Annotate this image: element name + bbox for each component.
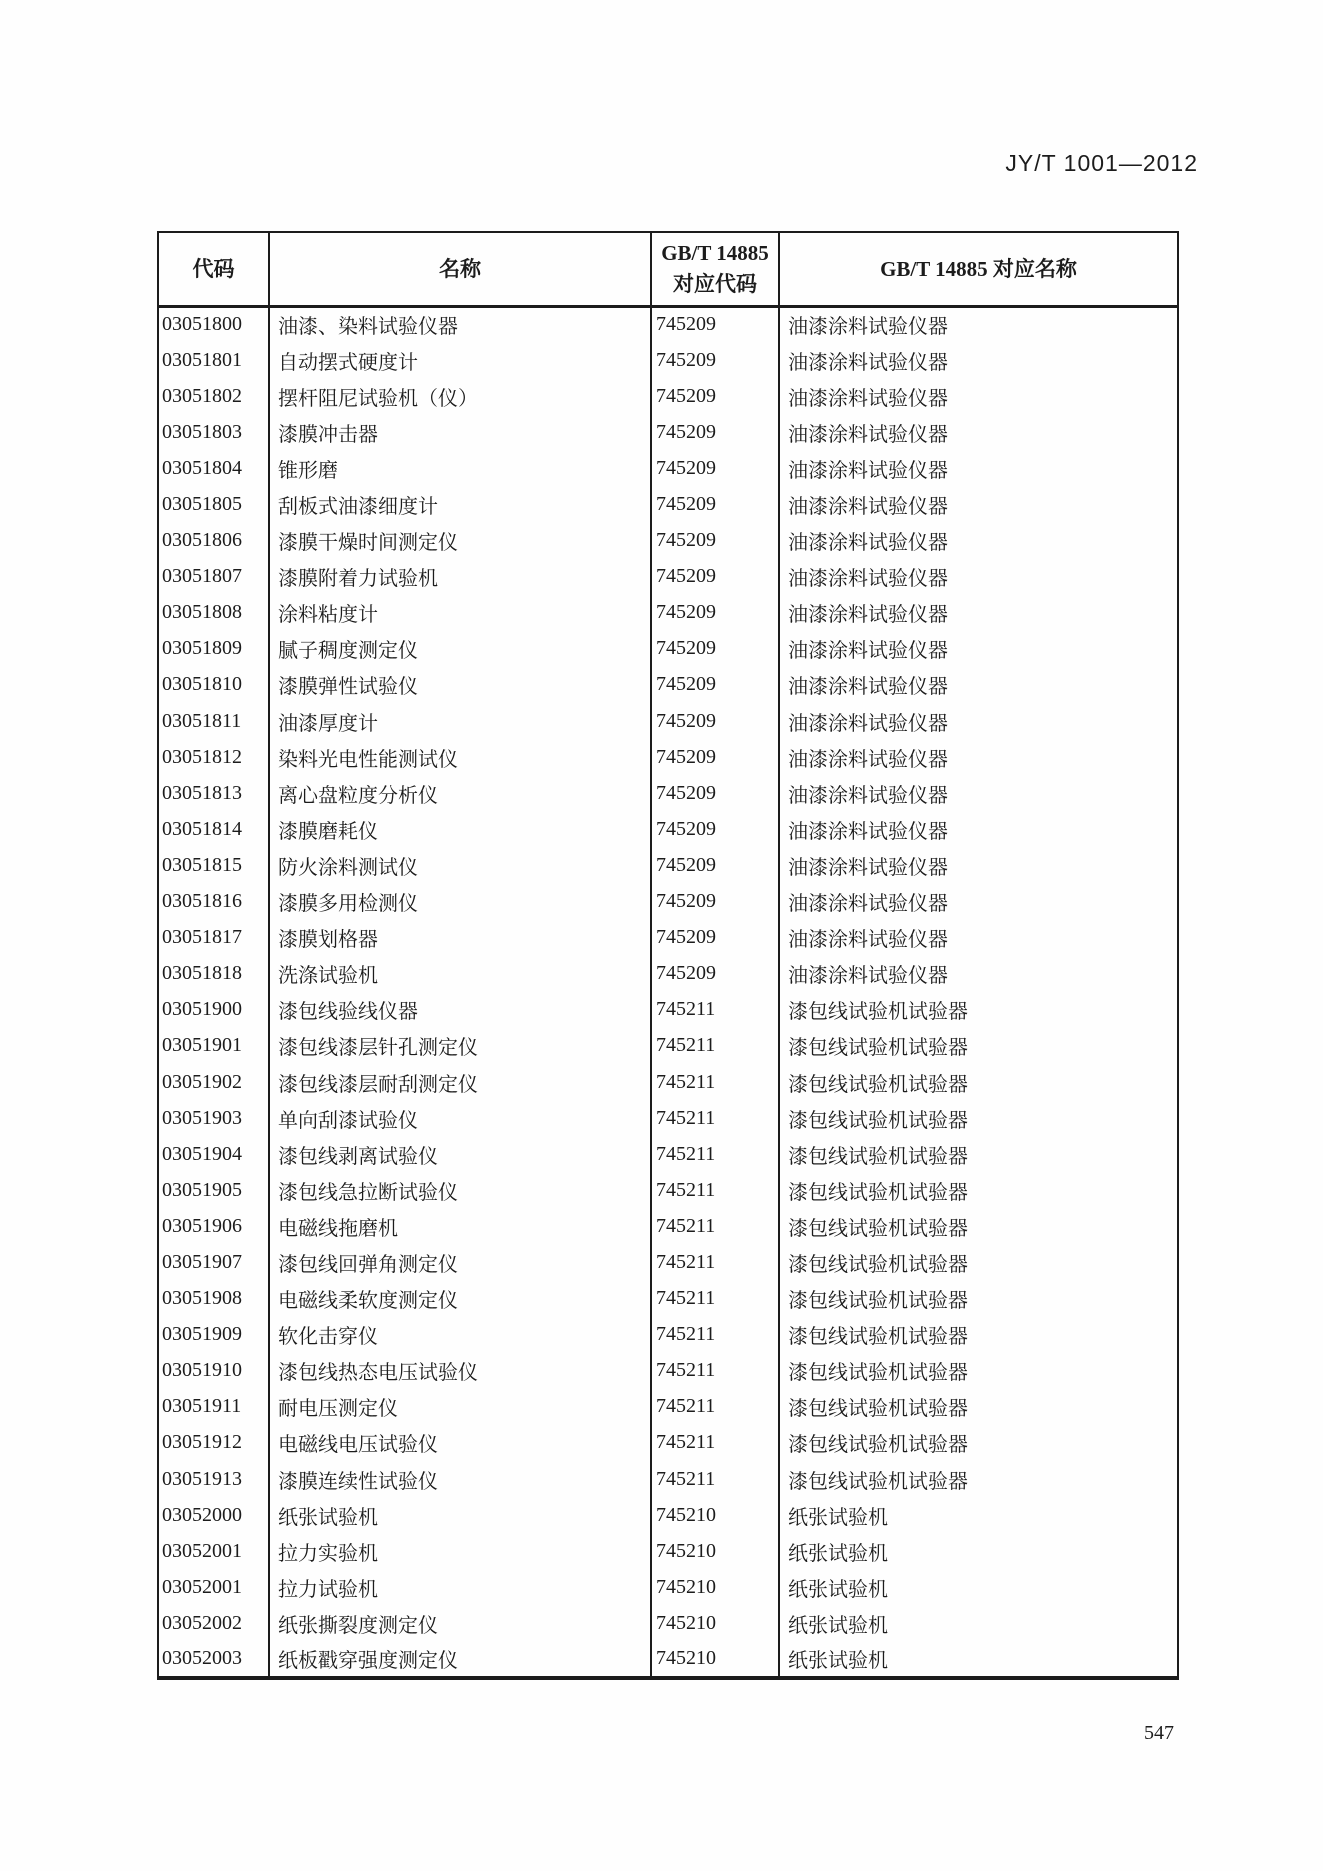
gbt-code-cell: 745209 <box>651 703 779 739</box>
gbt-code-cell: 745209 <box>651 739 779 775</box>
gbt-name-cell: 漆包线试验机试验器 <box>788 1217 968 1240</box>
table-row <box>158 1569 1178 1605</box>
gbt-name-cell: 漆包线试验机试验器 <box>788 1109 968 1132</box>
name-cell: 涂料粘度计 <box>269 595 651 631</box>
gbt-code-cell: 745210 <box>651 1569 779 1605</box>
table-header <box>158 232 1178 306</box>
code-cell: 03051818 <box>158 956 269 992</box>
name-cell: 漆包线漆层耐刮测定仪 <box>269 1064 651 1100</box>
code-cell: 03052001 <box>158 1533 269 1569</box>
gbt-code-cell: 745211 <box>651 1425 779 1461</box>
name-cell: 漆膜多用检测仪 <box>269 884 651 920</box>
table-body <box>158 306 1178 1678</box>
gbt-name-cell: 纸张试验机 <box>788 1578 888 1601</box>
table-row <box>158 1281 1178 1317</box>
col-header-gbt-name: GB/T 14885 对应名称 <box>779 232 1178 306</box>
gbt-code-cell: 745210 <box>651 1605 779 1641</box>
gbt-code-cell: 745209 <box>651 342 779 378</box>
gbt-name-cell: 漆包线试验机试验器 <box>788 1073 968 1096</box>
name-cell: 漆包线急拉断试验仪 <box>269 1172 651 1208</box>
table-row <box>158 486 1178 522</box>
code-cell: 03051904 <box>158 1136 269 1172</box>
gbt-code-cell: 745211 <box>651 1317 779 1353</box>
name-cell: 漆膜连续性试验仪 <box>269 1461 651 1497</box>
col-header-gbt-code-line1: GB/T 14885 <box>661 241 769 266</box>
code-cell: 03051911 <box>158 1389 269 1425</box>
code-cell: 03051816 <box>158 884 269 920</box>
table-row <box>158 1461 1178 1497</box>
gbt-code-cell: 745211 <box>651 1353 779 1389</box>
name-cell: 油漆厚度计 <box>269 703 651 739</box>
table-row <box>158 956 1178 992</box>
code-cell: 03051810 <box>158 667 269 703</box>
page-number: 547 <box>1144 1722 1174 1744</box>
name-cell: 染料光电性能测试仪 <box>269 739 651 775</box>
name-cell: 电磁线拖磨机 <box>269 1208 651 1244</box>
gbt-name-cell: 漆包线试验机试验器 <box>788 1253 968 1276</box>
gbt-code-cell: 745209 <box>651 414 779 450</box>
col-header-gbt-code-line2: 对应代码 <box>673 271 757 296</box>
name-cell: 刮板式油漆细度计 <box>269 486 651 522</box>
gbt-name-cell: 漆包线试验机试验器 <box>788 1434 968 1457</box>
name-cell: 拉力实验机 <box>269 1533 651 1569</box>
table-row <box>158 595 1178 631</box>
code-cell: 03051912 <box>158 1425 269 1461</box>
table-row <box>158 1425 1178 1461</box>
table-row <box>158 559 1178 595</box>
name-cell: 漆膜干燥时间测定仪 <box>269 523 651 559</box>
gbt-name-cell: 漆包线试验机试验器 <box>788 1001 968 1024</box>
gbt-name-cell: 油漆涂料试验仪器 <box>788 856 948 879</box>
table-row <box>158 1064 1178 1100</box>
code-cell: 03051817 <box>158 920 269 956</box>
code-cell: 03051907 <box>158 1244 269 1280</box>
gbt-code-cell: 745211 <box>651 1172 779 1208</box>
table-row <box>158 884 1178 920</box>
table-row <box>158 1389 1178 1425</box>
gbt-name-cell: 漆包线试验机试验器 <box>788 1362 968 1385</box>
gbt-name-cell: 油漆涂料试验仪器 <box>788 820 948 843</box>
code-cell: 03051805 <box>158 486 269 522</box>
table-row <box>158 739 1178 775</box>
gbt-code-cell: 745210 <box>651 1497 779 1533</box>
name-cell: 纸张撕裂度测定仪 <box>269 1605 651 1641</box>
gbt-name-cell: 油漆涂料试验仪器 <box>788 532 948 555</box>
col-header-gbt-code <box>651 232 779 306</box>
name-cell: 电磁线柔软度测定仪 <box>269 1281 651 1317</box>
gbt-name-cell: 油漆涂料试验仪器 <box>788 893 948 916</box>
gbt-code-cell: 745211 <box>651 1244 779 1280</box>
name-cell: 漆包线热态电压试验仪 <box>269 1353 651 1389</box>
code-cell: 03051801 <box>158 342 269 378</box>
gbt-code-cell: 745209 <box>651 884 779 920</box>
code-cell: 03052001 <box>158 1569 269 1605</box>
code-cell: 03051807 <box>158 559 269 595</box>
table-row <box>158 342 1178 378</box>
code-cell: 03051908 <box>158 1281 269 1317</box>
gbt-code-cell: 745210 <box>651 1641 779 1677</box>
name-cell: 漆膜磨耗仪 <box>269 811 651 847</box>
name-cell: 耐电压测定仪 <box>269 1389 651 1425</box>
name-cell: 锥形磨 <box>269 450 651 486</box>
name-cell: 单向刮漆试验仪 <box>269 1100 651 1136</box>
table-row <box>158 523 1178 559</box>
gbt-code-cell: 745209 <box>651 559 779 595</box>
name-cell: 电磁线电压试验仪 <box>269 1425 651 1461</box>
code-cell: 03051802 <box>158 378 269 414</box>
table-header-row <box>158 232 1178 306</box>
name-cell: 漆膜弹性试验仪 <box>269 667 651 703</box>
code-cell: 03052000 <box>158 1497 269 1533</box>
code-cell: 03051814 <box>158 811 269 847</box>
table-row <box>158 378 1178 414</box>
code-cell: 03051809 <box>158 631 269 667</box>
gbt-name-cell: 漆包线试验机试验器 <box>788 1181 968 1204</box>
gbt-name-cell: 纸张试验机 <box>788 1542 888 1565</box>
code-cell: 03051902 <box>158 1064 269 1100</box>
gbt-name-cell: 油漆涂料试验仪器 <box>788 676 948 699</box>
gbt-name-cell: 油漆涂料试验仪器 <box>788 568 948 591</box>
gbt-name-cell: 油漆涂料试验仪器 <box>788 496 948 519</box>
gbt-name-cell: 漆包线试验机试验器 <box>788 1398 968 1421</box>
gbt-name-cell: 油漆涂料试验仪器 <box>788 640 948 663</box>
table-row <box>158 1497 1178 1533</box>
gbt-code-cell: 745209 <box>651 667 779 703</box>
gbt-name-cell: 纸张试验机 <box>788 1650 888 1673</box>
gbt-code-cell: 745211 <box>651 992 779 1028</box>
code-cell: 03051900 <box>158 992 269 1028</box>
code-cell: 03052002 <box>158 1605 269 1641</box>
table-row <box>158 1641 1178 1677</box>
name-cell: 漆包线剥离试验仪 <box>269 1136 651 1172</box>
table-row <box>158 1028 1178 1064</box>
code-cell: 03051903 <box>158 1100 269 1136</box>
gbt-name-cell: 油漆涂料试验仪器 <box>788 316 948 339</box>
name-cell: 纸板戳穿强度测定仪 <box>269 1641 651 1677</box>
code-cell: 03051812 <box>158 739 269 775</box>
code-cell: 03051804 <box>158 450 269 486</box>
gbt-name-cell: 漆包线试验机试验器 <box>788 1145 968 1168</box>
gbt-name-cell: 油漆涂料试验仪器 <box>788 459 948 482</box>
code-cell: 03051909 <box>158 1317 269 1353</box>
gbt-name-cell: 油漆涂料试验仪器 <box>788 965 948 988</box>
gbt-name-cell: 纸张试验机 <box>788 1506 888 1529</box>
gbt-code-cell: 745211 <box>651 1064 779 1100</box>
name-cell: 纸张试验机 <box>269 1497 651 1533</box>
table-row <box>158 1172 1178 1208</box>
gbt-code-cell: 745209 <box>651 847 779 883</box>
code-cell: 03051800 <box>158 306 269 342</box>
table-row <box>158 1353 1178 1389</box>
gbt-code-cell: 745209 <box>651 631 779 667</box>
table-row <box>158 1136 1178 1172</box>
gbt-code-cell: 745211 <box>651 1389 779 1425</box>
name-cell: 自动摆式硬度计 <box>269 342 651 378</box>
gbt-code-cell: 745209 <box>651 595 779 631</box>
table-row <box>158 992 1178 1028</box>
name-cell: 防火涂料测试仪 <box>269 847 651 883</box>
name-cell: 漆膜附着力试验机 <box>269 559 651 595</box>
col-header-code: 代码 <box>158 232 269 306</box>
gbt-code-cell: 745209 <box>651 811 779 847</box>
code-cell: 03051906 <box>158 1208 269 1244</box>
gbt-name-cell: 油漆涂料试验仪器 <box>788 387 948 410</box>
table-row <box>158 1533 1178 1569</box>
gbt-code-cell: 745209 <box>651 306 779 342</box>
table-row <box>158 811 1178 847</box>
gbt-name-cell: 漆包线试验机试验器 <box>788 1326 968 1349</box>
table-row <box>158 1208 1178 1244</box>
gbt-code-cell: 745209 <box>651 523 779 559</box>
gbt-name-cell: 漆包线试验机试验器 <box>788 1037 968 1060</box>
code-cell: 03051905 <box>158 1172 269 1208</box>
gbt-name-cell: 漆包线试验机试验器 <box>788 1470 968 1493</box>
table-row <box>158 306 1178 342</box>
gbt-name-cell: 油漆涂料试验仪器 <box>788 748 948 771</box>
gbt-name-cell: 油漆涂料试验仪器 <box>788 712 948 735</box>
table-row <box>158 775 1178 811</box>
gbt-name-cell: 油漆涂料试验仪器 <box>788 423 948 446</box>
table-row <box>158 1244 1178 1280</box>
gbt-code-cell: 745209 <box>651 920 779 956</box>
table-row <box>158 920 1178 956</box>
equipment-code-table <box>157 231 1179 1680</box>
gbt-name-cell: 油漆涂料试验仪器 <box>788 929 948 952</box>
code-cell: 03051913 <box>158 1461 269 1497</box>
name-cell: 洗涤试验机 <box>269 956 651 992</box>
table-row <box>158 450 1178 486</box>
name-cell: 离心盘粒度分析仪 <box>269 775 651 811</box>
table-row <box>158 1605 1178 1641</box>
col-header-name: 名称 <box>269 232 651 306</box>
table-row <box>158 414 1178 450</box>
name-cell: 漆膜划格器 <box>269 920 651 956</box>
code-cell: 03051808 <box>158 595 269 631</box>
gbt-code-cell: 745211 <box>651 1136 779 1172</box>
name-cell: 腻子稠度测定仪 <box>269 631 651 667</box>
name-cell: 油漆、染料试验仪器 <box>269 306 651 342</box>
name-cell: 漆包线漆层针孔测定仪 <box>269 1028 651 1064</box>
gbt-code-cell: 745209 <box>651 378 779 414</box>
code-cell: 03051811 <box>158 703 269 739</box>
gbt-code-cell: 745211 <box>651 1100 779 1136</box>
gbt-code-cell: 745211 <box>651 1281 779 1317</box>
name-cell: 软化击穿仪 <box>269 1317 651 1353</box>
table-row <box>158 1100 1178 1136</box>
code-cell: 03051806 <box>158 523 269 559</box>
code-cell: 03051901 <box>158 1028 269 1064</box>
gbt-name-cell: 漆包线试验机试验器 <box>788 1290 968 1313</box>
gbt-code-cell: 745209 <box>651 486 779 522</box>
gbt-code-cell: 745209 <box>651 956 779 992</box>
code-cell: 03051813 <box>158 775 269 811</box>
code-cell: 03051910 <box>158 1353 269 1389</box>
gbt-code-cell: 745211 <box>651 1028 779 1064</box>
standard-number: JY/T 1001—2012 <box>1005 150 1198 176</box>
gbt-name-cell: 油漆涂料试验仪器 <box>788 351 948 374</box>
table-row <box>158 703 1178 739</box>
gbt-code-cell: 745211 <box>651 1208 779 1244</box>
code-cell: 03051803 <box>158 414 269 450</box>
name-cell: 拉力试验机 <box>269 1569 651 1605</box>
gbt-code-cell: 745211 <box>651 1461 779 1497</box>
code-cell: 03052003 <box>158 1641 269 1677</box>
table-row <box>158 1317 1178 1353</box>
code-cell: 03051815 <box>158 847 269 883</box>
gbt-code-cell: 745210 <box>651 1533 779 1569</box>
name-cell: 漆包线验线仪器 <box>269 992 651 1028</box>
table-row <box>158 847 1178 883</box>
table-row <box>158 631 1178 667</box>
gbt-name-cell: 油漆涂料试验仪器 <box>788 784 948 807</box>
gbt-code-cell: 745209 <box>651 775 779 811</box>
name-cell: 漆包线回弹角测定仪 <box>269 1244 651 1280</box>
name-cell: 漆膜冲击器 <box>269 414 651 450</box>
table-row <box>158 667 1178 703</box>
gbt-code-cell: 745209 <box>651 450 779 486</box>
gbt-name-cell: 纸张试验机 <box>788 1614 888 1637</box>
name-cell: 摆杆阻尼试验机（仪） <box>269 378 651 414</box>
gbt-name-cell: 油漆涂料试验仪器 <box>788 604 948 627</box>
